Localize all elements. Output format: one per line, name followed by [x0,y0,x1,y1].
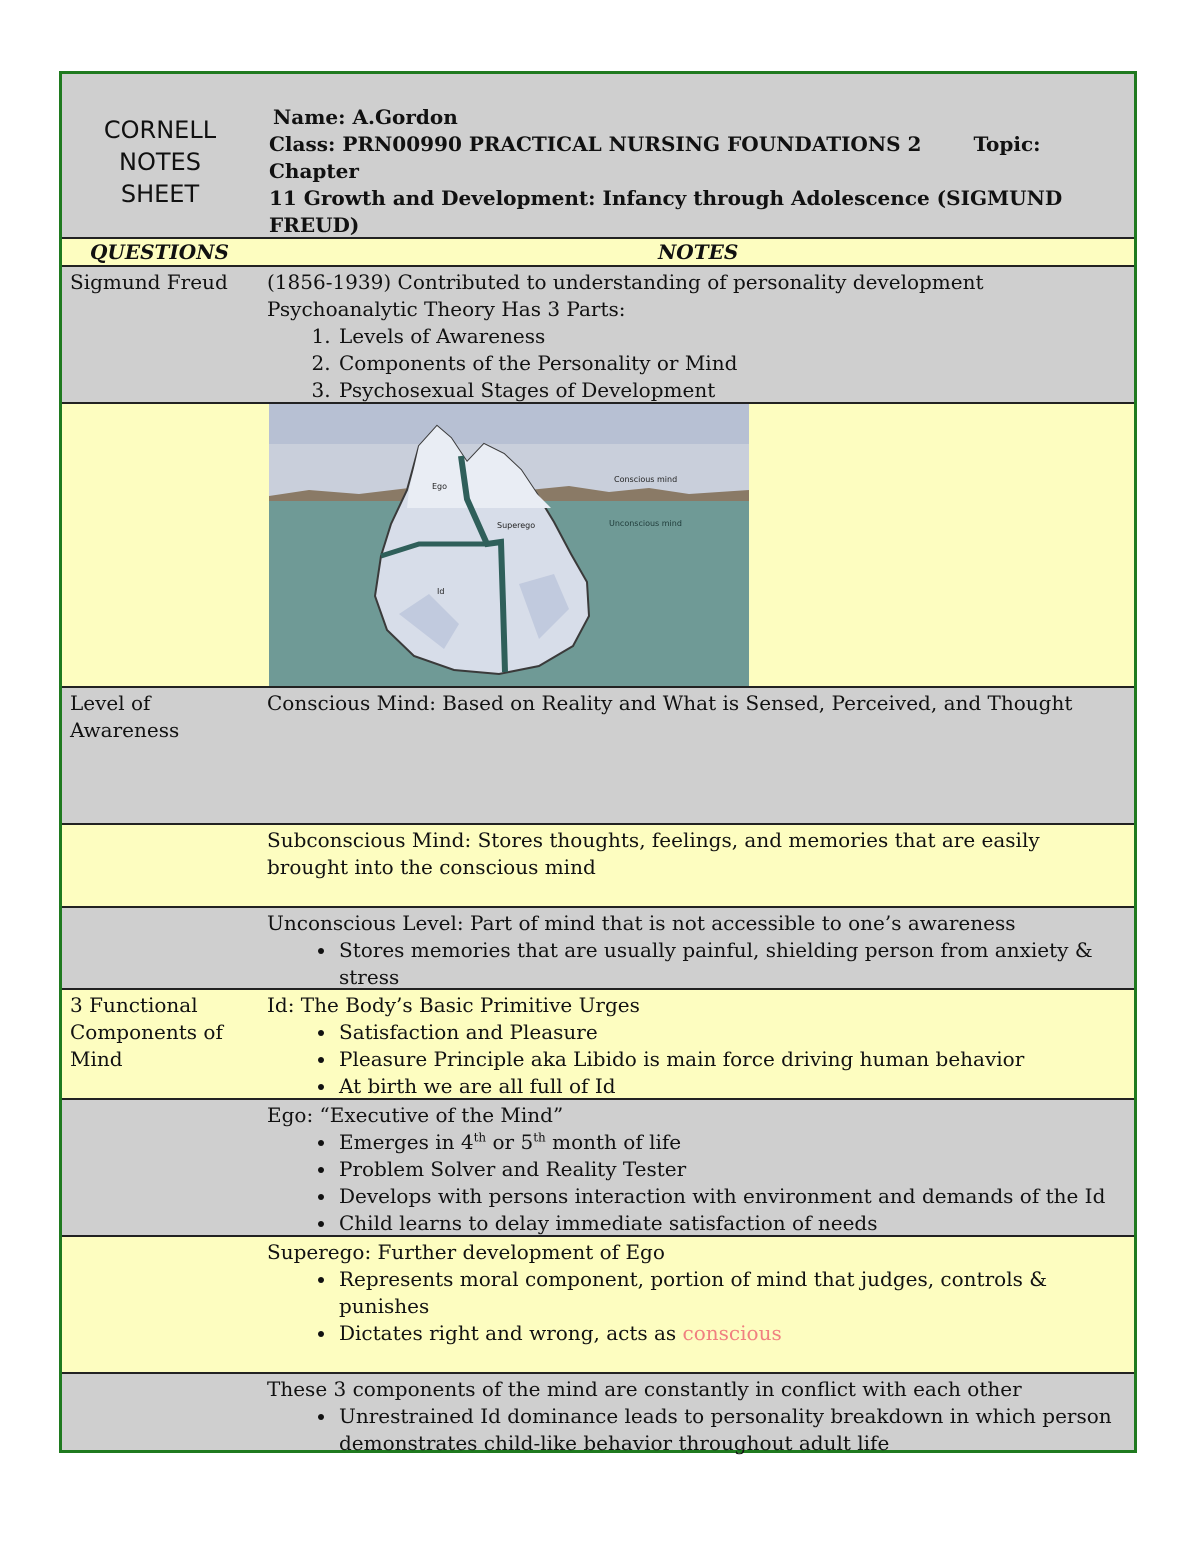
note-line: (1856-1939) Contributed to understanding of personality development [267,270,984,294]
notes-heading: NOTES [658,240,739,264]
theory-parts-list [267,323,1120,404]
image-row [62,404,1134,688]
notes-cell [267,1376,1120,1457]
ego-row [62,1100,1134,1237]
list-item [337,1129,1120,1156]
topic-text: 11 Growth and Development: Infancy through Adolescence (SIGMUND FREUD) [269,186,1063,237]
question-line: Awareness [70,718,180,742]
class-name: Class: PRN00990 PRACTICAL NURSING FOUNDATIONS 2 [269,132,922,156]
superscript: th [473,1130,487,1145]
notes-cell [267,992,1120,1100]
awareness-row [62,688,1134,825]
superego-label: Superego [497,521,536,530]
title-line: SHEET [120,180,200,208]
bullet-list [267,937,1120,991]
note-line: Ego: “Executive of the Mind” [267,1103,564,1127]
list-item: • At birth we are all full of Id [337,1073,1120,1100]
unconscious-mind-label: Unconscious mind [609,519,682,528]
list-item: 1. Levels of Awareness [337,323,1120,350]
header-row [62,74,1134,239]
question-cell: Sigmund Freud [70,270,228,294]
note-line: Unconscious Level: Part of mind that is not accessible to one’s awareness [267,911,1016,935]
list-item: • Pleasure Principle aka Libido is main force driving human behavior [337,1046,1120,1073]
list-item: • Stores memories that are usually painful, shielding person from anxiety & stress [337,937,1120,991]
bullet-list [267,1129,1120,1237]
conscious-mind-label: Conscious mind [614,475,678,484]
notes-cell: Conscious Mind: Based on Reality and What is Sensed, Perceived, and Thought [267,691,1073,715]
question-cell [70,690,250,744]
superscript: th [533,1130,546,1145]
notes-cell [267,1102,1120,1237]
list-item: • Problem Solver and Reality Tester [337,1156,1120,1183]
notes-cell [267,910,1120,991]
superego-row [62,1237,1134,1374]
note-line: Superego: Further development of Ego [267,1240,665,1264]
list-item: • Develops with persons interaction with environment and demands of the Id [337,1183,1120,1210]
bullet-list [267,1403,1120,1457]
title-line: NOTES [119,148,201,176]
topic-label: Topic: Chapter [269,132,1041,183]
list-item: 3. Psychosexual Stages of Development [337,377,1120,404]
question-line: Mind [70,1047,123,1071]
note-line: These 3 components of the mind are constantly in conflict with each other [267,1377,1022,1401]
iceberg-diagram [269,404,749,686]
conflict-row [62,1374,1134,1455]
id-label: Id [437,587,445,596]
question-line: 3 Functional [70,993,198,1017]
bullet-list [267,1019,1120,1100]
notes-cell: Subconscious Mind: Stores thoughts, feelings, and memories that are easily brought into the conscious mind [267,828,1040,879]
subconscious-row [62,825,1134,908]
question-line: Level of [70,691,151,715]
title-line: CORNELL [103,116,217,144]
highlighted-word: conscious [682,1321,782,1345]
freud-row [62,267,1134,404]
list-item: • Unrestrained Id dominance leads to personality breakdown in which person demonstrates child-like behavior throughout adult life [337,1403,1120,1457]
bullet-list [267,1266,1120,1347]
id-row [62,990,1134,1100]
list-item: • Child learns to delay immediate satisfaction of needs [337,1210,1120,1237]
column-header-row [62,239,1134,267]
ego-label: Ego [432,482,448,491]
notes-cell [267,1239,1120,1347]
note-line: Psychoanalytic Theory Has 3 Parts: [267,297,626,321]
text-run: or 5 [486,1130,534,1154]
text-run: month of life [545,1130,682,1154]
list-item [337,1320,1120,1347]
notes-cell [267,269,1120,404]
sheet-title [62,114,258,210]
student-name: Name: A.Gordon [273,105,458,129]
question-line: Components of [70,1020,223,1044]
cornell-notes-sheet [59,71,1137,1453]
question-cell [70,992,250,1073]
class-line [269,131,1104,185]
questions-heading: QUESTIONS [90,240,229,264]
list-item: • Satisfaction and Pleasure [337,1019,1120,1046]
text-run: Emerges in 4 [339,1130,474,1154]
unconscious-row [62,908,1134,990]
text-run: Dictates right and wrong, acts as [339,1321,683,1345]
list-item: • Represents moral component, portion of mind that judges, controls & punishes [337,1266,1120,1320]
note-line: Id: The Body’s Basic Primitive Urges [267,993,640,1017]
list-item: 2. Components of the Personality or Mind [337,350,1120,377]
